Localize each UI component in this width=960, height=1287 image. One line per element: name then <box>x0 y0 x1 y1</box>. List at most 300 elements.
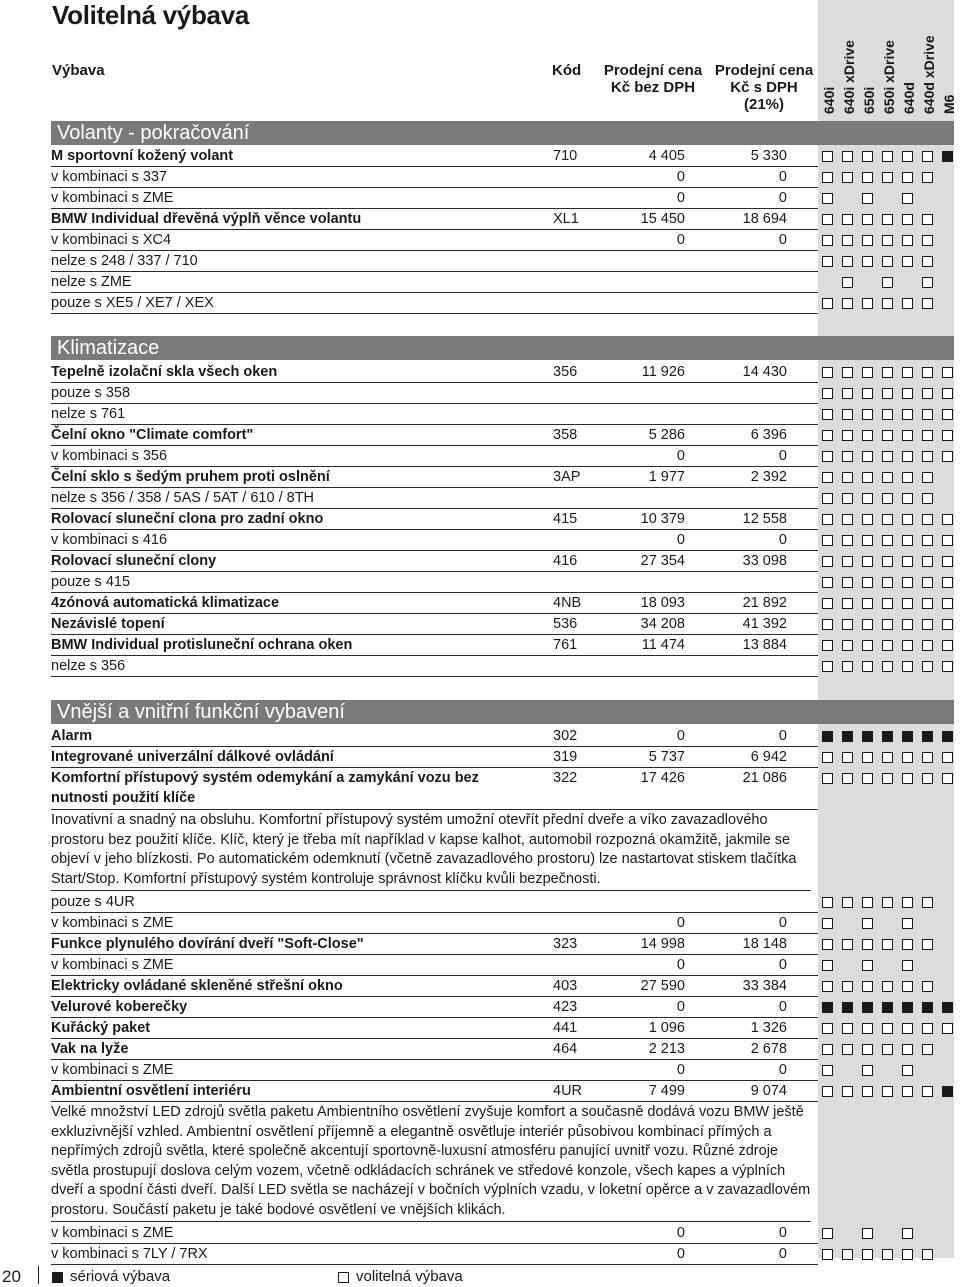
standard-equipment-icon <box>942 1086 953 1097</box>
optional-equipment-icon <box>902 1065 913 1076</box>
option-name: v kombinaci s XC4 <box>51 232 172 248</box>
table-row <box>51 1223 818 1244</box>
price-without-vat: 0 <box>676 190 685 206</box>
legend-optional-label: volitelná výbava <box>356 1268 463 1285</box>
optional-equipment-icon <box>922 661 933 672</box>
optional-equipment-icon <box>822 214 833 225</box>
table-row <box>51 509 818 530</box>
price-without-vat: 27 354 <box>640 553 685 569</box>
option-name: pouze s 4UR <box>51 894 135 910</box>
option-code: 323 <box>553 936 578 952</box>
optional-equipment-icon <box>882 619 893 630</box>
option-name: nelze s 356 <box>51 658 126 674</box>
table-row <box>51 593 818 614</box>
optional-equipment-icon <box>902 1228 913 1239</box>
optional-equipment-icon <box>942 773 953 784</box>
option-code: 423 <box>553 999 578 1015</box>
optional-equipment-icon <box>902 598 913 609</box>
optional-equipment-icon <box>822 918 833 929</box>
price-with-vat: 6 396 <box>750 427 787 443</box>
table-row <box>51 976 818 997</box>
option-name: Tepelně izolační skla všech oken <box>51 364 278 380</box>
option-code: 3AP <box>553 469 581 485</box>
optional-equipment-icon <box>882 451 893 462</box>
option-name: pouze s 358 <box>51 385 131 401</box>
optional-equipment-icon <box>862 773 873 784</box>
standard-equipment-icon <box>882 731 893 742</box>
optional-equipment-icon <box>842 430 853 441</box>
price-without-vat: 27 590 <box>640 978 685 994</box>
price-with-vat: 18 694 <box>742 211 787 227</box>
table-row <box>51 209 818 230</box>
price-without-vat: 2 213 <box>648 1041 685 1057</box>
option-code: 536 <box>553 616 578 632</box>
table-row <box>51 272 818 293</box>
option-name: nelze s 248 / 337 / 710 <box>51 253 198 269</box>
optional-equipment-icon <box>942 752 953 763</box>
optional-equipment-icon <box>922 430 933 441</box>
table-row <box>51 934 818 955</box>
optional-equipment-icon <box>942 409 953 420</box>
table-row <box>51 913 818 934</box>
optional-equipment-icon <box>842 897 853 908</box>
optional-equipment-icon <box>842 367 853 378</box>
optional-equipment-icon <box>902 193 913 204</box>
optional-equipment-icon <box>882 277 893 288</box>
optional-equipment-icon <box>822 451 833 462</box>
optional-equipment-icon <box>902 151 913 162</box>
option-name: pouze s 415 <box>51 574 131 590</box>
optional-equipment-icon <box>922 277 933 288</box>
option-name: v kombinaci s 356 <box>51 448 168 464</box>
optional-equipment-icon <box>922 1249 933 1260</box>
optional-equipment-icon <box>862 235 873 246</box>
model-label-640i: 640i <box>821 86 837 114</box>
price-with-vat: 0 <box>778 957 787 973</box>
optional-equipment-icon <box>862 151 873 162</box>
optional-equipment-icon <box>862 640 873 651</box>
standard-equipment-icon <box>942 1002 953 1013</box>
option-code: 358 <box>553 427 578 443</box>
optional-equipment-icon <box>862 451 873 462</box>
optional-equipment-icon <box>942 430 953 441</box>
section-header: Vnější a vnitřní funkční vybavení <box>51 700 954 724</box>
option-name: Komfortní přístupový systém odemykání a zamykání vozu bez nutnosti použití klíče <box>51 770 479 806</box>
table-row <box>51 1060 818 1081</box>
optional-equipment-icon <box>902 1249 913 1260</box>
model-label-640d: 640d <box>901 82 917 114</box>
optional-equipment-icon <box>902 430 913 441</box>
header-line: Prodejní cena <box>714 62 814 79</box>
optional-equipment-icon <box>882 493 893 504</box>
optional-equipment-icon <box>922 752 933 763</box>
legend-standard-icon <box>52 1272 63 1283</box>
standard-equipment-icon <box>862 1002 873 1013</box>
price-with-vat: 2 678 <box>750 1041 787 1057</box>
optional-equipment-icon <box>862 214 873 225</box>
optional-equipment-icon <box>942 388 953 399</box>
optional-equipment-icon <box>902 918 913 929</box>
price-without-vat: 11 474 <box>641 637 685 653</box>
price-without-vat: 0 <box>676 169 685 185</box>
optional-equipment-icon <box>842 640 853 651</box>
optional-equipment-icon <box>922 619 933 630</box>
optional-equipment-icon <box>822 172 833 183</box>
optional-equipment-icon <box>902 535 913 546</box>
option-name: v kombinaci s 337 <box>51 169 168 185</box>
optional-equipment-icon <box>822 752 833 763</box>
price-without-vat: 0 <box>676 728 685 744</box>
price-without-vat: 0 <box>676 1225 685 1241</box>
price-without-vat: 5 286 <box>648 427 685 443</box>
optional-equipment-icon <box>842 472 853 483</box>
table-row <box>51 1039 818 1060</box>
optional-equipment-icon <box>882 577 893 588</box>
optional-equipment-icon <box>922 1044 933 1055</box>
optional-equipment-icon <box>842 556 853 567</box>
optional-equipment-icon <box>822 556 833 567</box>
optional-equipment-icon <box>902 388 913 399</box>
optional-equipment-icon <box>902 514 913 525</box>
optional-equipment-icon <box>882 640 893 651</box>
optional-equipment-icon <box>842 1086 853 1097</box>
standard-equipment-icon <box>842 1002 853 1013</box>
option-code: 761 <box>553 637 578 653</box>
optional-equipment-icon <box>822 960 833 971</box>
optional-equipment-icon <box>882 535 893 546</box>
model-label-650i: 650i <box>861 86 877 114</box>
optional-equipment-icon <box>862 514 873 525</box>
option-name: Čelní sklo s šedým pruhem proti oslnění <box>51 469 330 485</box>
optional-equipment-icon <box>822 619 833 630</box>
optional-equipment-icon <box>822 598 833 609</box>
price-with-vat: 0 <box>778 190 787 206</box>
option-name: Ambientní osvětlení interiéru <box>51 1083 251 1099</box>
option-name: v kombinaci s ZME <box>51 957 174 973</box>
optional-equipment-icon <box>822 640 833 651</box>
optional-equipment-icon <box>822 493 833 504</box>
price-with-vat: 0 <box>778 448 787 464</box>
model-label-m6: M6 <box>941 94 957 114</box>
optional-equipment-icon <box>842 493 853 504</box>
optional-equipment-icon <box>822 1023 833 1034</box>
optional-equipment-icon <box>942 640 953 651</box>
table-row <box>51 188 818 209</box>
price-with-vat: 0 <box>778 915 787 931</box>
optional-equipment-icon <box>902 1044 913 1055</box>
optional-equipment-icon <box>822 1228 833 1239</box>
optional-equipment-icon <box>862 1086 873 1097</box>
optional-equipment-icon <box>902 619 913 630</box>
optional-equipment-icon <box>862 960 873 971</box>
legend-optional-icon <box>338 1272 349 1283</box>
option-code: 322 <box>553 770 578 786</box>
optional-equipment-icon <box>882 981 893 992</box>
optional-equipment-icon <box>882 367 893 378</box>
optional-equipment-icon <box>842 752 853 763</box>
optional-equipment-icon <box>842 577 853 588</box>
table-row <box>51 251 818 272</box>
optional-equipment-icon <box>862 577 873 588</box>
optional-equipment-icon <box>842 256 853 267</box>
optional-equipment-icon <box>882 514 893 525</box>
price-without-vat: 14 998 <box>640 936 685 952</box>
optional-equipment-icon <box>862 598 873 609</box>
optional-equipment-icon <box>922 298 933 309</box>
optional-equipment-icon <box>822 1044 833 1055</box>
optional-equipment-icon <box>862 1249 873 1260</box>
header-line: Prodejní cena <box>603 62 703 79</box>
option-code: 464 <box>553 1041 578 1057</box>
optional-equipment-icon <box>922 409 933 420</box>
optional-equipment-icon <box>862 1023 873 1034</box>
optional-equipment-icon <box>942 451 953 462</box>
option-code: 302 <box>553 728 578 744</box>
price-without-vat: 11 926 <box>641 364 685 380</box>
optional-equipment-icon <box>922 235 933 246</box>
optional-equipment-icon <box>862 1065 873 1076</box>
optional-equipment-icon <box>822 661 833 672</box>
description-paragraph: Velké množství LED zdrojů světla paketu Ambientního osvětlení zvyšuje komfort a současně dodává vozu BMW ještě exkluzivnější vzhled. Ambientní osvětlení příjemně a elegantně osvětluje interiér působivou kombinací přímých a nepřímých zdrojů světla, které společně akcentují sportovně-luxusní atmosféru panující uvnitř vozu. Různé zdroje světla prostupují doslova celým vozem, včetně odkládacích schránek ve středové konzole, všech kapes a výplních dveří a spodní části dveří. Další LED světla se nacházejí v bočních výplních vzadu, v loketní opěrce a v zavazadlovém prostoru. Součástí paketu je také bodové osvětlení ve vnějších klikách. <box>51 1103 811 1222</box>
optional-equipment-icon <box>862 493 873 504</box>
option-name: Kuřácký paket <box>51 1020 151 1036</box>
price-without-vat: 1 096 <box>648 1020 685 1036</box>
optional-equipment-icon <box>882 214 893 225</box>
table-row <box>51 1244 818 1265</box>
optional-equipment-icon <box>882 388 893 399</box>
table-row <box>51 955 818 976</box>
optional-equipment-icon <box>942 556 953 567</box>
standard-equipment-icon <box>942 731 953 742</box>
optional-equipment-icon <box>902 298 913 309</box>
optional-equipment-icon <box>842 773 853 784</box>
price-without-vat: 0 <box>676 999 685 1015</box>
price-with-vat: 0 <box>778 1062 787 1078</box>
optional-equipment-icon <box>902 960 913 971</box>
table-row <box>51 635 818 656</box>
table-row <box>51 146 818 167</box>
optional-equipment-icon <box>822 577 833 588</box>
table-row <box>51 656 818 677</box>
optional-equipment-icon <box>902 897 913 908</box>
optional-equipment-icon <box>822 388 833 399</box>
option-code: 4NB <box>553 595 582 611</box>
optional-equipment-icon <box>862 409 873 420</box>
optional-equipment-icon <box>902 214 913 225</box>
optional-equipment-icon <box>882 1044 893 1055</box>
table-row <box>51 892 818 913</box>
price-without-vat: 10 379 <box>640 511 685 527</box>
standard-equipment-icon <box>922 731 933 742</box>
table-row <box>51 768 818 810</box>
optional-equipment-icon <box>842 619 853 630</box>
header-line: Kč bez DPH <box>610 79 696 96</box>
price-with-vat: 41 392 <box>742 616 787 632</box>
optional-equipment-icon <box>942 577 953 588</box>
optional-equipment-icon <box>842 661 853 672</box>
optional-equipment-icon <box>902 556 913 567</box>
price-without-vat: 18 093 <box>640 595 685 611</box>
table-row <box>51 997 818 1018</box>
price-with-vat: 18 148 <box>742 936 787 952</box>
optional-equipment-icon <box>862 752 873 763</box>
optional-equipment-icon <box>862 535 873 546</box>
option-name: pouze s XE5 / XE7 / XEX <box>51 295 214 311</box>
optional-equipment-icon <box>942 1023 953 1034</box>
optional-equipment-icon <box>842 409 853 420</box>
optional-equipment-icon <box>942 367 953 378</box>
table-row <box>51 572 818 593</box>
option-name: BMW Individual protisluneční ochrana oken <box>51 637 353 653</box>
optional-equipment-icon <box>922 472 933 483</box>
option-name: Rolovací sluneční clony <box>51 553 217 569</box>
option-name: Čelní okno "Climate comfort" <box>51 427 254 443</box>
option-name: Nezávislé topení <box>51 616 165 632</box>
table-row <box>51 446 818 467</box>
option-name: Integrované univerzální dálkové ovládání <box>51 749 334 765</box>
optional-equipment-icon <box>882 939 893 950</box>
option-name: Velurové koberečky <box>51 999 188 1015</box>
optional-equipment-icon <box>842 535 853 546</box>
optional-equipment-icon <box>842 451 853 462</box>
price-with-vat: 14 430 <box>742 364 787 380</box>
option-name: v kombinaci s 7LY / 7RX <box>51 1246 208 1262</box>
optional-equipment-icon <box>842 388 853 399</box>
standard-equipment-icon <box>822 1002 833 1013</box>
optional-equipment-icon <box>902 661 913 672</box>
option-name: v kombinaci s ZME <box>51 190 174 206</box>
optional-equipment-icon <box>862 661 873 672</box>
optional-equipment-icon <box>902 256 913 267</box>
optional-equipment-icon <box>862 193 873 204</box>
price-without-vat: 0 <box>676 1062 685 1078</box>
optional-equipment-icon <box>922 598 933 609</box>
optional-equipment-icon <box>822 472 833 483</box>
model-label-640i-xdrive: 640i xDrive <box>841 40 857 114</box>
price-with-vat: 13 884 <box>742 637 787 653</box>
optional-equipment-icon <box>822 897 833 908</box>
standard-equipment-icon <box>842 731 853 742</box>
optional-equipment-icon <box>882 752 893 763</box>
optional-equipment-icon <box>902 939 913 950</box>
page-title: Volitelná výbava <box>52 0 250 30</box>
optional-equipment-icon <box>902 367 913 378</box>
table-row <box>51 167 818 188</box>
option-name: nelze s ZME <box>51 274 132 290</box>
optional-equipment-icon <box>822 514 833 525</box>
optional-equipment-icon <box>822 151 833 162</box>
table-row <box>51 362 818 383</box>
optional-equipment-icon <box>922 172 933 183</box>
description-paragraph: Inovativní a snadný na obsluhu. Komfortní přístupový systém umožní otevřít přední dveře a víko zavazadlového prostoru bez použití klíče. Klíč, který je třeba mít například v kapse kalhot, automobil rozpozná okamžitě, jakmile se objeví v jeho blízkosti. Po automatickém odemknutí (včetně zavazadlového prostoru) lze nastartovat stiskem tlačítka Start/Stop. Komfortní přístupový systém kontroluje správnost klíčku kvůli bezpečnosti. <box>51 811 811 891</box>
optional-equipment-icon <box>902 451 913 462</box>
price-without-vat: 5 737 <box>648 749 685 765</box>
price-with-vat: 1 326 <box>750 1020 787 1036</box>
optional-equipment-icon <box>862 1228 873 1239</box>
optional-equipment-icon <box>862 367 873 378</box>
optional-equipment-icon <box>902 640 913 651</box>
page-number-divider <box>38 1266 39 1284</box>
option-name: v kombinaci s ZME <box>51 1225 174 1241</box>
price-with-vat: 0 <box>778 728 787 744</box>
optional-equipment-icon <box>902 752 913 763</box>
option-code: 415 <box>553 511 578 527</box>
option-code: 710 <box>553 148 578 164</box>
optional-equipment-icon <box>922 151 933 162</box>
optional-equipment-icon <box>862 430 873 441</box>
option-code: 403 <box>553 978 578 994</box>
optional-equipment-icon <box>902 981 913 992</box>
table-row <box>51 726 818 747</box>
optional-equipment-icon <box>902 235 913 246</box>
optional-equipment-icon <box>842 214 853 225</box>
option-code: 319 <box>553 749 578 765</box>
optional-equipment-icon <box>942 514 953 525</box>
price-with-vat: 0 <box>778 169 787 185</box>
optional-equipment-icon <box>922 640 933 651</box>
option-name: 4zónová automatická klimatizace <box>51 595 280 611</box>
optional-equipment-icon <box>842 939 853 950</box>
price-with-vat: 0 <box>778 1225 787 1241</box>
price-with-vat: 0 <box>778 532 787 548</box>
price-with-vat: 2 392 <box>750 469 787 485</box>
table-row <box>51 1081 818 1102</box>
optional-equipment-icon <box>882 298 893 309</box>
price-with-vat: 0 <box>778 1246 787 1262</box>
optional-equipment-icon <box>842 1249 853 1260</box>
table-row <box>51 1018 818 1039</box>
optional-equipment-icon <box>822 981 833 992</box>
optional-equipment-icon <box>842 514 853 525</box>
column-header-vybava: Výbava <box>52 62 105 79</box>
price-without-vat: 0 <box>676 957 685 973</box>
optional-equipment-icon <box>902 1086 913 1097</box>
option-code: 441 <box>553 1020 578 1036</box>
optional-equipment-icon <box>902 493 913 504</box>
price-without-vat: 0 <box>676 532 685 548</box>
price-with-vat: 33 384 <box>742 978 787 994</box>
optional-equipment-icon <box>822 1065 833 1076</box>
column-header-kod: Kód <box>552 62 582 79</box>
optional-equipment-icon <box>882 1086 893 1097</box>
optional-equipment-icon <box>822 256 833 267</box>
optional-equipment-icon <box>882 661 893 672</box>
option-name: v kombinaci s 416 <box>51 532 168 548</box>
standard-equipment-icon <box>902 1002 913 1013</box>
optional-equipment-icon <box>822 298 833 309</box>
standard-equipment-icon <box>822 731 833 742</box>
optional-equipment-icon <box>862 472 873 483</box>
option-code: XL1 <box>553 211 579 227</box>
optional-equipment-icon <box>922 773 933 784</box>
optional-equipment-icon <box>862 172 873 183</box>
optional-equipment-icon <box>922 493 933 504</box>
price-with-vat: 33 098 <box>742 553 787 569</box>
optional-equipment-icon <box>882 472 893 483</box>
optional-equipment-icon <box>842 298 853 309</box>
option-name: Vak na lyže <box>51 1041 129 1057</box>
optional-equipment-icon <box>822 367 833 378</box>
column-header-price-vat <box>708 62 820 113</box>
optional-equipment-icon <box>882 430 893 441</box>
table-row <box>51 467 818 488</box>
optional-equipment-icon <box>922 1086 933 1097</box>
optional-equipment-icon <box>862 619 873 630</box>
header-line: (21%) <box>743 96 784 113</box>
section-header: Volanty - pokračování <box>51 121 954 145</box>
optional-equipment-icon <box>922 367 933 378</box>
optional-equipment-icon <box>842 1023 853 1034</box>
